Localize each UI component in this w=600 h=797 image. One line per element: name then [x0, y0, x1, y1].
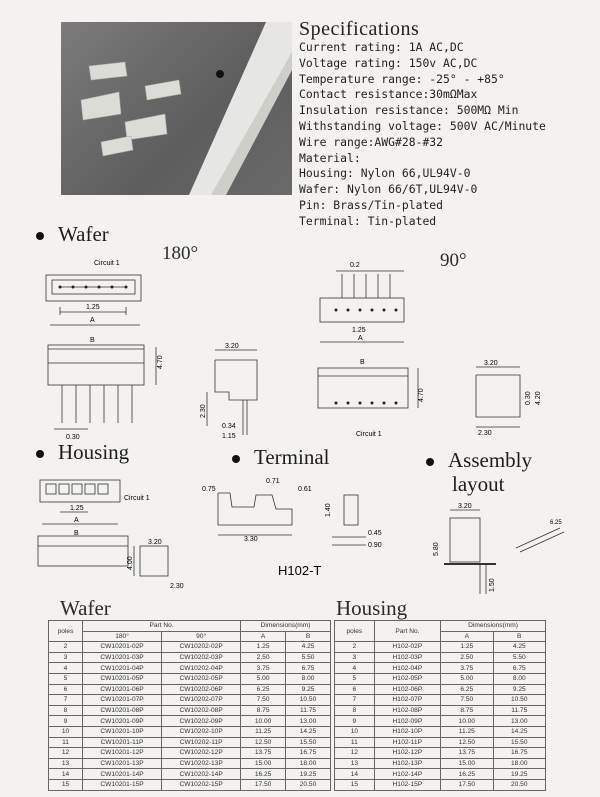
dim-side-3: 0.34: [222, 423, 236, 430]
spec-line: Voltage rating: 150v AC,DC: [299, 55, 478, 70]
table-cell: 7: [49, 695, 83, 706]
angle-90-label: 90°: [440, 250, 467, 271]
terminal-dim-2: 0.71: [266, 478, 280, 485]
table-cell: H102-14P: [374, 769, 440, 780]
table-cell: 12.50: [241, 737, 286, 748]
terminal-dim-4: 3.30: [244, 536, 258, 543]
table-cell: 11.75: [493, 705, 545, 716]
connector-parts: [81, 62, 181, 156]
assembly-housing-outline: [450, 518, 480, 562]
housing-front-view: [38, 536, 128, 566]
dim-height: 4.70: [157, 355, 164, 369]
spec-line: Pin: Brass/Tin-plated: [299, 197, 444, 212]
table-cell: 8: [49, 705, 83, 716]
table-cell: 13.75: [441, 748, 493, 759]
table-row: [49, 769, 331, 780]
spec-line: Material:: [299, 150, 361, 165]
connector-photo-art: [61, 22, 292, 195]
table-cell: 8: [335, 705, 375, 716]
table-cell: 9: [49, 716, 83, 727]
table-cell: CW10202-05P: [162, 673, 241, 684]
table-cell: CW10201-04P: [83, 663, 162, 674]
table-row: [49, 726, 331, 737]
table-cell: CW10201-15P: [83, 779, 162, 790]
table-cell: CW10201-07P: [83, 695, 162, 706]
bullet-icon: [232, 455, 240, 463]
table-row: [49, 716, 331, 727]
table-cell: CW10202-04P: [162, 663, 241, 674]
dimensions-header: Dimensions(mm): [441, 621, 546, 632]
housing-drawing: [30, 472, 200, 597]
table-cell: H102-15P: [374, 779, 440, 790]
table-cell: 13.75: [241, 748, 286, 759]
table-cell: 1.25: [441, 642, 493, 653]
table-cell: 19.25: [493, 769, 545, 780]
dim-side-1: 3.20: [225, 343, 239, 350]
col-a-header: A: [241, 631, 286, 642]
table-row: [49, 642, 331, 653]
terminal-end-view: [344, 495, 358, 525]
table-cell: 2: [49, 642, 83, 653]
table-cell: H102-06P: [374, 684, 440, 695]
dimensions-header: Dimensions(mm): [241, 621, 331, 632]
housing-dim-a: A: [74, 517, 79, 524]
wafer-90-side-drawing: [470, 355, 550, 440]
col-b-header: B: [493, 631, 545, 642]
table-row: [335, 737, 546, 748]
assembly-dim-3: 1.50: [489, 578, 496, 592]
table-cell: 20.50: [493, 779, 545, 790]
table-cell: CW10202-10P: [162, 726, 241, 737]
assembly-dim-1: 3.20: [458, 503, 472, 510]
spec-line: Contact resistance:30mΩMax: [299, 87, 478, 102]
table-cell: 12: [335, 748, 375, 759]
poles-header: poles: [49, 621, 83, 642]
spec-line: Withstanding voltage: 500V AC/Minute: [299, 118, 546, 133]
specifications-block: [299, 18, 546, 230]
table-cell: 5: [49, 673, 83, 684]
wafer-180-drawing: [40, 255, 190, 445]
terminal-heading-text: Terminal: [254, 445, 330, 469]
table-row: [49, 652, 331, 663]
part-no-header: Part No.: [83, 621, 241, 632]
dim-pin-90: 0.2: [350, 262, 360, 269]
table-cell: 7: [335, 695, 375, 706]
table-row: [335, 769, 546, 780]
col-180-header: 180°: [83, 631, 162, 642]
circuit-1-label-90: Circuit 1: [356, 431, 382, 438]
table-cell: CW10201-02P: [83, 642, 162, 653]
table-cell: 2.50: [441, 652, 493, 663]
terminal-part-number: H102-T: [278, 563, 322, 578]
layout-heading: layout: [452, 472, 505, 496]
table-cell: 16.25: [241, 769, 286, 780]
table-cell: 8.00: [493, 673, 545, 684]
col-90-header: 90°: [162, 631, 241, 642]
table-cell: 13: [49, 758, 83, 769]
specifications-title: Specifications: [299, 18, 420, 40]
dim-b-90: B: [360, 359, 365, 366]
table-cell: H102-02P: [374, 642, 440, 653]
terminal-dim-5: 1.40: [325, 503, 332, 517]
table-row: [49, 748, 331, 759]
table-cell: 8.00: [286, 673, 331, 684]
table-cell: 6.25: [441, 684, 493, 695]
terminal-dim-7: 0.90: [368, 542, 382, 549]
table-cell: 16.75: [286, 748, 331, 759]
table-cell: 15: [49, 779, 83, 790]
col-b-header: B: [286, 631, 331, 642]
table-row: [335, 695, 546, 706]
wafer-180-side-drawing: [185, 340, 265, 440]
spec-line: Current rating: 1A AC,DC: [299, 40, 464, 54]
table-cell: 19.25: [286, 769, 331, 780]
table-cell: H102-03P: [374, 652, 440, 663]
table-cell: CW10202-02P: [162, 642, 241, 653]
table-cell: 11: [49, 737, 83, 748]
table-cell: 7.50: [241, 695, 286, 706]
table-cell: CW10202-14P: [162, 769, 241, 780]
housing-dim-pitch: 1.25: [70, 505, 84, 512]
bullet-icon: [36, 450, 44, 458]
table-cell: 6.25: [241, 684, 286, 695]
table-row: [49, 663, 331, 674]
table-cell: 9.25: [286, 684, 331, 695]
table-cell: 5.50: [286, 652, 331, 663]
table-cell: 2.50: [241, 652, 286, 663]
table-cell: H102-05P: [374, 673, 440, 684]
table-cell: 15: [335, 779, 375, 790]
angle-180-label: 180°: [162, 243, 199, 264]
table-cell: H102-13P: [374, 758, 440, 769]
table-cell: 18.00: [286, 758, 331, 769]
housing-circuit-1: Circuit 1: [124, 495, 150, 502]
table-row: [335, 673, 546, 684]
table-row: [335, 642, 546, 653]
table-cell: CW10202-07P: [162, 695, 241, 706]
wafer-90-top-view: [320, 298, 404, 322]
table-cell: CW10201-03P: [83, 652, 162, 663]
dim-b: B: [90, 337, 95, 344]
table-cell: CW10201-11P: [83, 737, 162, 748]
assembly-heading: [426, 448, 532, 473]
table-cell: 10.00: [441, 716, 493, 727]
table-cell: 10.50: [493, 695, 545, 706]
housing-dim-side-2: 2.30: [170, 583, 184, 590]
wafer-heading-text: Wafer: [58, 222, 109, 246]
table-row: [49, 705, 331, 716]
table-cell: H102-09P: [374, 716, 440, 727]
spec-line: Terminal: Tin-plated: [299, 213, 437, 228]
spec-line: Wafer: Nylon 66/6T,UL94V-0: [299, 182, 478, 197]
table-cell: 10.50: [286, 695, 331, 706]
table-cell: 7.50: [441, 695, 493, 706]
table-cell: 11.25: [241, 726, 286, 737]
table-cell: CW10202-09P: [162, 716, 241, 727]
table-cell: 5.00: [441, 673, 493, 684]
assembly-dim-2: 5.80: [433, 542, 440, 556]
circuit-1-label: Circuit 1: [94, 260, 120, 267]
table-cell: CW10201-09P: [83, 716, 162, 727]
dim-pitch: 1.25: [86, 304, 100, 311]
assembly-dim-4: 6.25: [550, 520, 562, 526]
poles-header: poles: [335, 621, 375, 642]
spec-line: Insulation resistance: 500MΩ Min: [299, 103, 519, 118]
table-cell: 14: [49, 769, 83, 780]
wafer-table-header-1: [49, 621, 331, 632]
wafer-table: [48, 620, 331, 791]
part-no-header: Part No.: [374, 621, 440, 642]
housing-table: [334, 620, 546, 791]
table-cell: 14: [335, 769, 375, 780]
table-cell: 10.00: [241, 716, 286, 727]
table-cell: 6: [49, 684, 83, 695]
table-cell: H102-11P: [374, 737, 440, 748]
table-row: [335, 684, 546, 695]
table-cell: 8.75: [441, 705, 493, 716]
table-cell: 15.50: [286, 737, 331, 748]
spec-line: Housing: Nylon 66,UL94V-0: [299, 166, 471, 181]
dim-side-2: 2.30: [200, 404, 207, 418]
table-cell: CW10201-14P: [83, 769, 162, 780]
table-cell: 6: [335, 684, 375, 695]
table-cell: CW10201-06P: [83, 684, 162, 695]
table-cell: H102-07P: [374, 695, 440, 706]
wafer-90-front-view: [318, 368, 408, 408]
table-cell: 3: [49, 652, 83, 663]
dim-pin: 0.30: [66, 434, 80, 441]
table-cell: 15.00: [241, 758, 286, 769]
table-cell: 16.25: [441, 769, 493, 780]
table-row: [335, 726, 546, 737]
table-cell: H102-04P: [374, 663, 440, 674]
table-cell: 5: [335, 673, 375, 684]
table-cell: CW10202-11P: [162, 737, 241, 748]
table-cell: 8.75: [241, 705, 286, 716]
housing-side-view: [140, 546, 168, 576]
wafer-table-body: [49, 642, 331, 790]
housing-table-body: [335, 642, 546, 790]
table-cell: 1.25: [241, 642, 286, 653]
table-cell: CW10201-13P: [83, 758, 162, 769]
table-cell: 13.00: [286, 716, 331, 727]
dim-90-side-4: 2.30: [478, 430, 492, 437]
table-cell: 9: [335, 716, 375, 727]
table-row: [49, 695, 331, 706]
bullet-icon: [36, 232, 44, 240]
table-cell: 17.50: [241, 779, 286, 790]
spec-line: Temperature range: -25° - +85°: [299, 71, 505, 86]
table-row: [335, 716, 546, 727]
photo-marker: [216, 70, 224, 78]
table-cell: CW10202-13P: [162, 758, 241, 769]
dim-height-90: 4.70: [418, 388, 425, 402]
table-cell: CW10201-12P: [83, 748, 162, 759]
terminal-dim-3: 0.61: [298, 486, 312, 493]
col-a-header: A: [441, 631, 493, 642]
table-cell: CW10202-12P: [162, 748, 241, 759]
table-cell: 11.25: [441, 726, 493, 737]
table-cell: CW10202-06P: [162, 684, 241, 695]
table-row: [49, 737, 331, 748]
assembly-heading-text: Assembly: [448, 448, 532, 472]
dim-a: A: [90, 317, 95, 324]
table-cell: CW10202-08P: [162, 705, 241, 716]
table-cell: 14.25: [286, 726, 331, 737]
housing-dim-b: B: [74, 530, 79, 537]
table-cell: 4: [335, 663, 375, 674]
table-cell: CW10201-10P: [83, 726, 162, 737]
table-cell: 10: [49, 726, 83, 737]
table-cell: 10: [335, 726, 375, 737]
housing-table-title: Housing: [336, 596, 408, 620]
table-cell: H102-10P: [374, 726, 440, 737]
table-row: [335, 652, 546, 663]
terminal-dim-1: 0.75: [202, 486, 216, 493]
table-cell: 3.75: [241, 663, 286, 674]
spec-line: Wire range:AWG#28-#32: [299, 134, 444, 149]
table-cell: 4.25: [493, 642, 545, 653]
table-cell: CW10202-03P: [162, 652, 241, 663]
table-cell: 12: [49, 748, 83, 759]
housing-heading-text: Housing: [58, 440, 130, 464]
dim-90-side-1: 3.20: [484, 360, 498, 367]
table-cell: 18.00: [493, 758, 545, 769]
table-cell: 5.50: [493, 652, 545, 663]
table-cell: 3: [335, 652, 375, 663]
table-cell: 6.75: [286, 663, 331, 674]
table-row: [335, 758, 546, 769]
terminal-dim-6: 0.45: [368, 530, 382, 537]
wafer-table-title: Wafer: [60, 596, 111, 620]
dim-90-side-3: 4.20: [535, 391, 542, 405]
table-row: [335, 663, 546, 674]
dim-90-side-2: 0.30: [525, 391, 532, 405]
housing-table-header-1: [335, 621, 546, 632]
table-cell: 9.25: [493, 684, 545, 695]
table-row: [49, 758, 331, 769]
table-cell: CW10201-08P: [83, 705, 162, 716]
terminal-drawing: [196, 475, 382, 585]
table-row: [49, 684, 331, 695]
table-cell: 5.00: [241, 673, 286, 684]
table-cell: 16.75: [493, 748, 545, 759]
dim-a-90: A: [358, 335, 363, 342]
terminal-heading: [232, 445, 330, 470]
terminal-reel-strip: [189, 22, 292, 195]
table-cell: 12.50: [441, 737, 493, 748]
table-cell: CW10202-15P: [162, 779, 241, 790]
bullet-icon: [426, 458, 434, 466]
table-cell: 11: [335, 737, 375, 748]
housing-dim-side-1: 3.20: [148, 539, 162, 546]
dim-side-4: 1.15: [222, 433, 236, 440]
assembly-drawing: [420, 500, 590, 600]
table-cell: 4.25: [286, 642, 331, 653]
table-cell: 20.50: [286, 779, 331, 790]
table-cell: CW10201-05P: [83, 673, 162, 684]
wafer-90-drawing: [306, 258, 426, 438]
wafer-heading: [36, 222, 109, 247]
table-cell: 14.25: [493, 726, 545, 737]
table-cell: 11.75: [286, 705, 331, 716]
wafer-table-header-2: [49, 631, 331, 642]
table-cell: 4: [49, 663, 83, 674]
wafer-180-front-view: [48, 345, 144, 385]
table-row: [335, 748, 546, 759]
table-cell: H102-12P: [374, 748, 440, 759]
table-row: [49, 779, 331, 790]
table-cell: 6.75: [493, 663, 545, 674]
housing-dim-height: 4.00: [127, 556, 134, 570]
table-row: [335, 779, 546, 790]
table-cell: 15.50: [493, 737, 545, 748]
table-cell: 13.00: [493, 716, 545, 727]
table-cell: 3.75: [441, 663, 493, 674]
table-cell: 2: [335, 642, 375, 653]
table-cell: 13: [335, 758, 375, 769]
table-cell: 15.00: [441, 758, 493, 769]
table-cell: 17.50: [441, 779, 493, 790]
table-row: [335, 705, 546, 716]
dim-pitch-90: 1.25: [352, 327, 366, 334]
table-cell: H102-08P: [374, 705, 440, 716]
product-photo: [61, 22, 292, 195]
table-row: [49, 673, 331, 684]
